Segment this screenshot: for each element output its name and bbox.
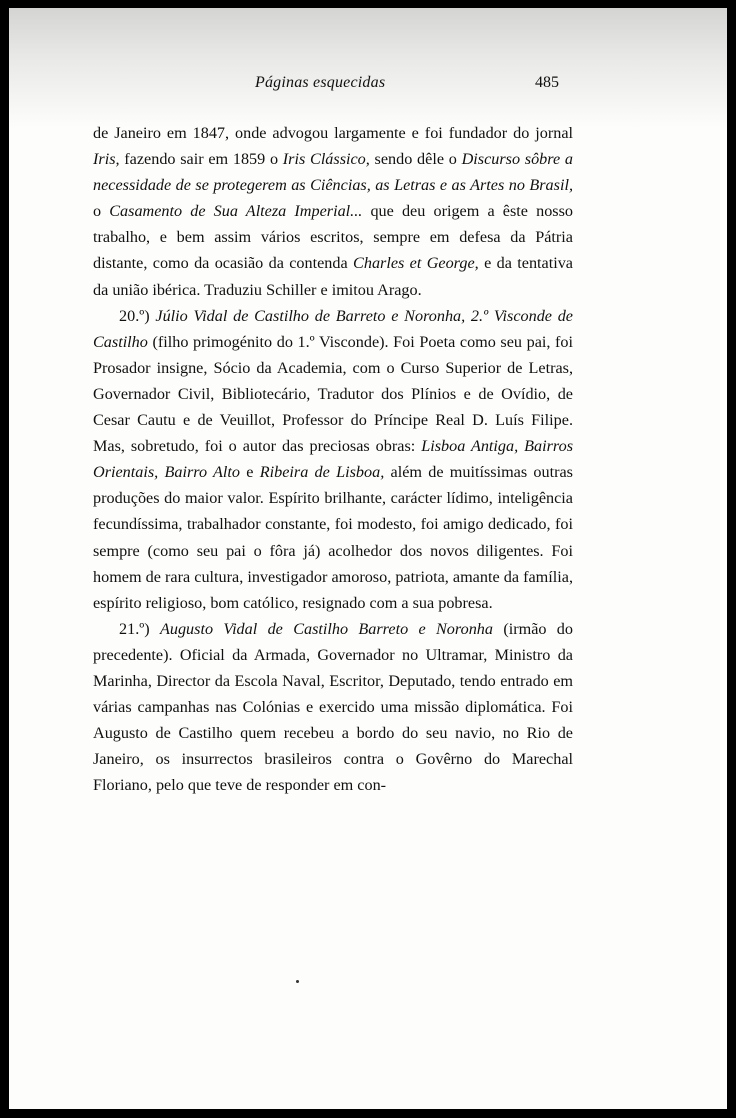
page-number: 485: [535, 74, 559, 91]
paragraph-continuation: [93, 120, 573, 303]
page-header: [9, 74, 727, 98]
work-title: Lisboa Antiga, Bairros Orientais, Bairro Alto: [93, 437, 573, 482]
entry-number: 20.º): [119, 306, 156, 325]
work-title: Ribeira de Lisboa,: [259, 463, 385, 482]
text-run: sendo dêle o: [369, 150, 462, 169]
text-run: que deu origem a êste nosso trabalho, e bem assim vários escritos, sempre em defesa da Pátria distante, como da ocasião da contenda: [93, 202, 574, 273]
text-run: além de muitíssimas outras produções do maior valor. Espírito brilhante, carácter lídimo, inteligência fecundíssima, trabalhador constante, foi modesto, foi amigo dedicado, foi sempre (como seu pai o fôra já) acolhedor dos novos diligentes. Foi homem de rara cultura, investigador amoroso, patriota, amante da família, espírito religioso, bom católico, resignado com a sua pobresa.: [93, 463, 573, 612]
running-title: Páginas esquecidas: [255, 74, 386, 91]
text-run: de Janeiro em 1847, onde advogou largamente e foi fundador do jornal: [93, 124, 573, 142]
work-title: Casamento de Sua Alteza Imperial...: [109, 202, 363, 221]
work-title: Charles et George,: [353, 254, 479, 273]
page-speck: [296, 980, 299, 983]
text-run: (irmão do precedente). Oficial da Armada, Governador no Ultramar, Ministro da Marinha, Director da Escola Naval, Escritor, Deputado, tendo entrado em várias campanhas nas Colónias e exercido uma missão diplomática. Foi Augusto de Castilho quem recebeu a bordo do seu navio, no Rio de Janeiro, os insurrectos brasileiros contra o Govêrno do Marechal Floriano, pelo que teve de responder em con-: [93, 619, 573, 795]
body-text: [93, 120, 573, 798]
journal-title: Iris Clássico,: [282, 150, 370, 169]
text-run: e: [240, 463, 260, 482]
page-top-shading: [9, 8, 727, 128]
entry-number: 21.º): [119, 619, 160, 638]
paragraph-entry-20: [93, 303, 573, 616]
text-run: fazendo sair em 1859 o: [119, 150, 283, 169]
text-run: o: [93, 202, 110, 221]
book-page: [9, 8, 727, 1109]
work-title: Discurso sôbre a necessidade de se protegerem as Ciências, as Letras e as Artes no Brasil,: [93, 150, 573, 195]
text-run: e da tentativa da união ibérica. Traduziu Schiller e imitou Arago.: [93, 254, 573, 299]
person-name: Júlio Vidal de Castilho de Barreto e Noronha, 2.º Visconde de Castilho: [93, 306, 573, 351]
person-name: Augusto Vidal de Castilho Barreto e Noronha: [159, 619, 493, 638]
text-run: (filho primogénito do 1.º Visconde). Foi Poeta como seu pai, foi Prosador insigne, Sócio da Academia, com o Curso Superior de Letras, Governador Civil, Bibliotecário, Tradutor dos Plínios e de Ovídio, de Cesar Cautu e de Veuillot, Professor do Príncipe Real D. Luís Filipe. Mas, sobretudo, foi o autor das preciosas obras:: [93, 332, 573, 456]
paragraph-entry-21: [93, 616, 573, 799]
journal-title: Iris,: [93, 150, 120, 169]
